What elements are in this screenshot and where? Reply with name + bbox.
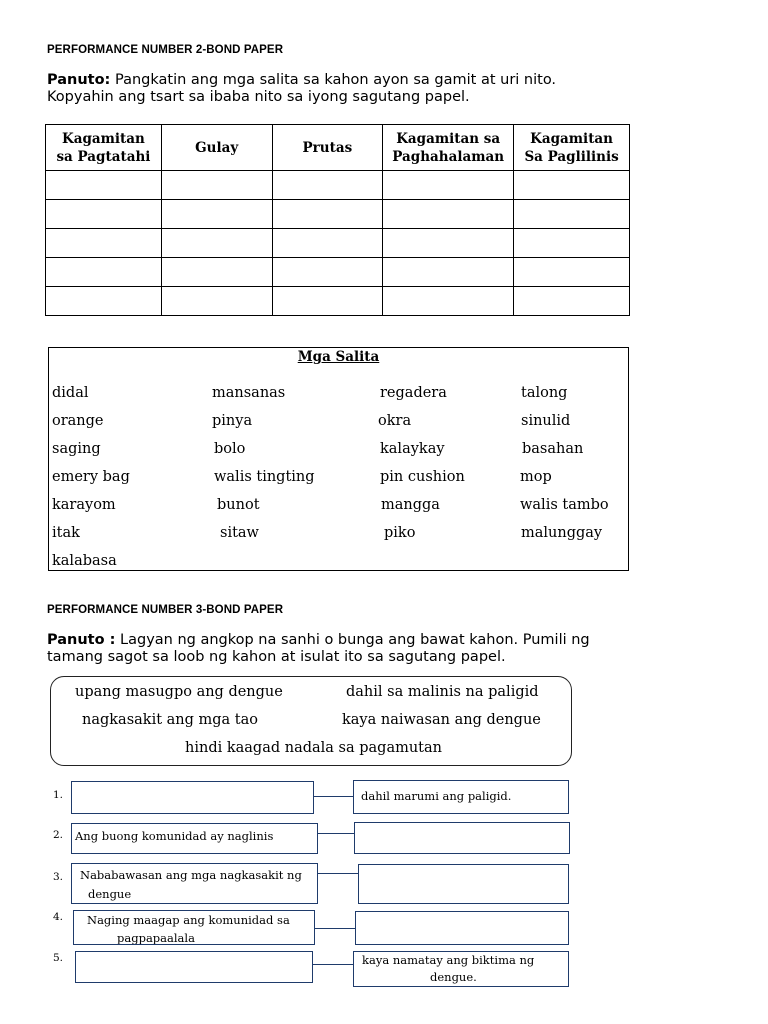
choice-item: upang masugpo ang dengue xyxy=(75,684,283,700)
panuto-label: Panuto : xyxy=(47,632,116,648)
words-box xyxy=(48,347,629,571)
item-2-cause-box: Ang buong komunidad ay naglinis xyxy=(71,823,318,854)
table-cell xyxy=(383,287,514,316)
connector-line xyxy=(315,928,355,929)
word-item: orange xyxy=(52,413,104,429)
word-item: okra xyxy=(378,413,412,429)
table-cell xyxy=(46,287,162,316)
answer-choices-box xyxy=(50,676,572,766)
word-item: pin cushion xyxy=(380,469,465,485)
table-cell xyxy=(161,200,272,229)
word-item: mop xyxy=(520,469,552,485)
table-row xyxy=(46,200,630,229)
item-number: 1. xyxy=(53,789,64,801)
table-cell xyxy=(383,258,514,287)
word-item: pinya xyxy=(212,413,253,429)
connector-line xyxy=(314,796,353,797)
choice-item: kaya naiwasan ang dengue xyxy=(342,712,541,728)
header-kagamitan-paghahalaman: Kagamitan sa Paghahalaman xyxy=(383,125,514,171)
item-2-effect-box xyxy=(354,822,570,854)
item-number: 5. xyxy=(53,952,64,964)
item-3-cause-box: Nababawasan ang mga nagkasakit ng dengue xyxy=(71,863,318,904)
panuto-label: Panuto: xyxy=(47,72,111,88)
table-cell xyxy=(383,200,514,229)
table-cell xyxy=(46,229,162,258)
word-item: didal xyxy=(52,385,89,401)
table-cell xyxy=(383,229,514,258)
table-header-row xyxy=(46,125,630,171)
section2-instructions xyxy=(47,632,747,666)
table-row xyxy=(46,287,630,316)
word-item: walis tambo xyxy=(520,497,609,513)
section1-instructions xyxy=(47,72,747,106)
table-cell xyxy=(272,200,383,229)
table-row xyxy=(46,229,630,258)
item-1-effect-box: dahil marumi ang paligid. xyxy=(353,780,569,814)
table-cell xyxy=(272,258,383,287)
item-1-cause-box xyxy=(71,781,314,814)
item-number: 3. xyxy=(53,871,64,883)
panuto-text-line1: Pangkatin ang mga salita sa kahon ayon sa gamit at uri nito. xyxy=(110,72,557,88)
panuto-text-line2: Kopyahin ang tsart sa ibaba nito sa iyong sagutang papel. xyxy=(47,89,470,105)
word-item: itak xyxy=(52,525,80,541)
choice-item: nagkasakit ang mga tao xyxy=(82,712,259,728)
word-item: regadera xyxy=(380,385,447,401)
item-4-cause-box: Naging maagap ang komunidad sa pagpapaalala xyxy=(73,910,315,945)
item-number: 4. xyxy=(53,911,64,923)
table-cell xyxy=(46,200,162,229)
word-item: walis tingting xyxy=(214,469,315,485)
choice-item: hindi kaagad nadala sa pagamutan xyxy=(185,740,442,756)
table-cell xyxy=(514,287,630,316)
header-gulay: Gulay xyxy=(161,125,272,171)
table-cell xyxy=(272,171,383,200)
word-item: sinulid xyxy=(521,413,571,429)
table-cell xyxy=(383,171,514,200)
table-cell xyxy=(514,171,630,200)
word-item: talong xyxy=(521,385,568,401)
word-item: malunggay xyxy=(521,525,603,541)
word-item: bolo xyxy=(214,441,246,457)
header-kagamitan-pagtatahi: Kagamitan sa Pagtatahi xyxy=(46,125,162,171)
classification-table xyxy=(45,124,630,316)
section1-heading: PERFORMANCE NUMBER 2-BOND PAPER xyxy=(47,44,284,56)
choice-item: dahil sa malinis na paligid xyxy=(346,684,539,700)
table-cell xyxy=(46,258,162,287)
table-row xyxy=(46,171,630,200)
word-item: kalaykay xyxy=(380,441,445,457)
panuto-text-line1: Lagyan ng angkop na sanhi o bunga ang bawat kahon. Pumili ng xyxy=(115,632,590,648)
table-cell xyxy=(272,287,383,316)
words-box-title: Mga Salita xyxy=(297,349,380,365)
item-3-effect-box xyxy=(358,864,569,904)
connector-line xyxy=(318,833,354,834)
item-5-effect-box: kaya namatay ang biktima ng dengue. xyxy=(353,951,569,987)
table-cell xyxy=(514,200,630,229)
table-cell xyxy=(161,258,272,287)
word-item: basahan xyxy=(522,441,584,457)
word-item: emery bag xyxy=(52,469,130,485)
table-row xyxy=(46,258,630,287)
word-item: mansanas xyxy=(212,385,286,401)
table-cell xyxy=(46,171,162,200)
table-cell xyxy=(272,229,383,258)
word-item: piko xyxy=(384,525,416,541)
connector-line xyxy=(318,873,358,874)
word-item: bunot xyxy=(217,497,260,513)
word-item: kalabasa xyxy=(52,553,117,569)
item-5-cause-box xyxy=(75,951,313,983)
panuto-text-line2: tamang sagot sa loob ng kahon at isulat ito sa sagutang papel. xyxy=(47,649,506,665)
word-item: saging xyxy=(52,441,101,457)
header-kagamitan-paglilinis: Kagamitan Sa Paglilinis xyxy=(514,125,630,171)
header-prutas: Prutas xyxy=(272,125,383,171)
table-cell xyxy=(161,287,272,316)
item-number: 2. xyxy=(53,829,64,841)
word-item: sitaw xyxy=(220,525,259,541)
table-cell xyxy=(161,229,272,258)
word-item: karayom xyxy=(52,497,116,513)
item-4-effect-box xyxy=(355,911,569,945)
table-cell xyxy=(514,229,630,258)
word-item: mangga xyxy=(381,497,440,513)
connector-line xyxy=(313,964,353,965)
section2-heading: PERFORMANCE NUMBER 3-BOND PAPER xyxy=(47,604,284,616)
table-cell xyxy=(161,171,272,200)
table-cell xyxy=(514,258,630,287)
